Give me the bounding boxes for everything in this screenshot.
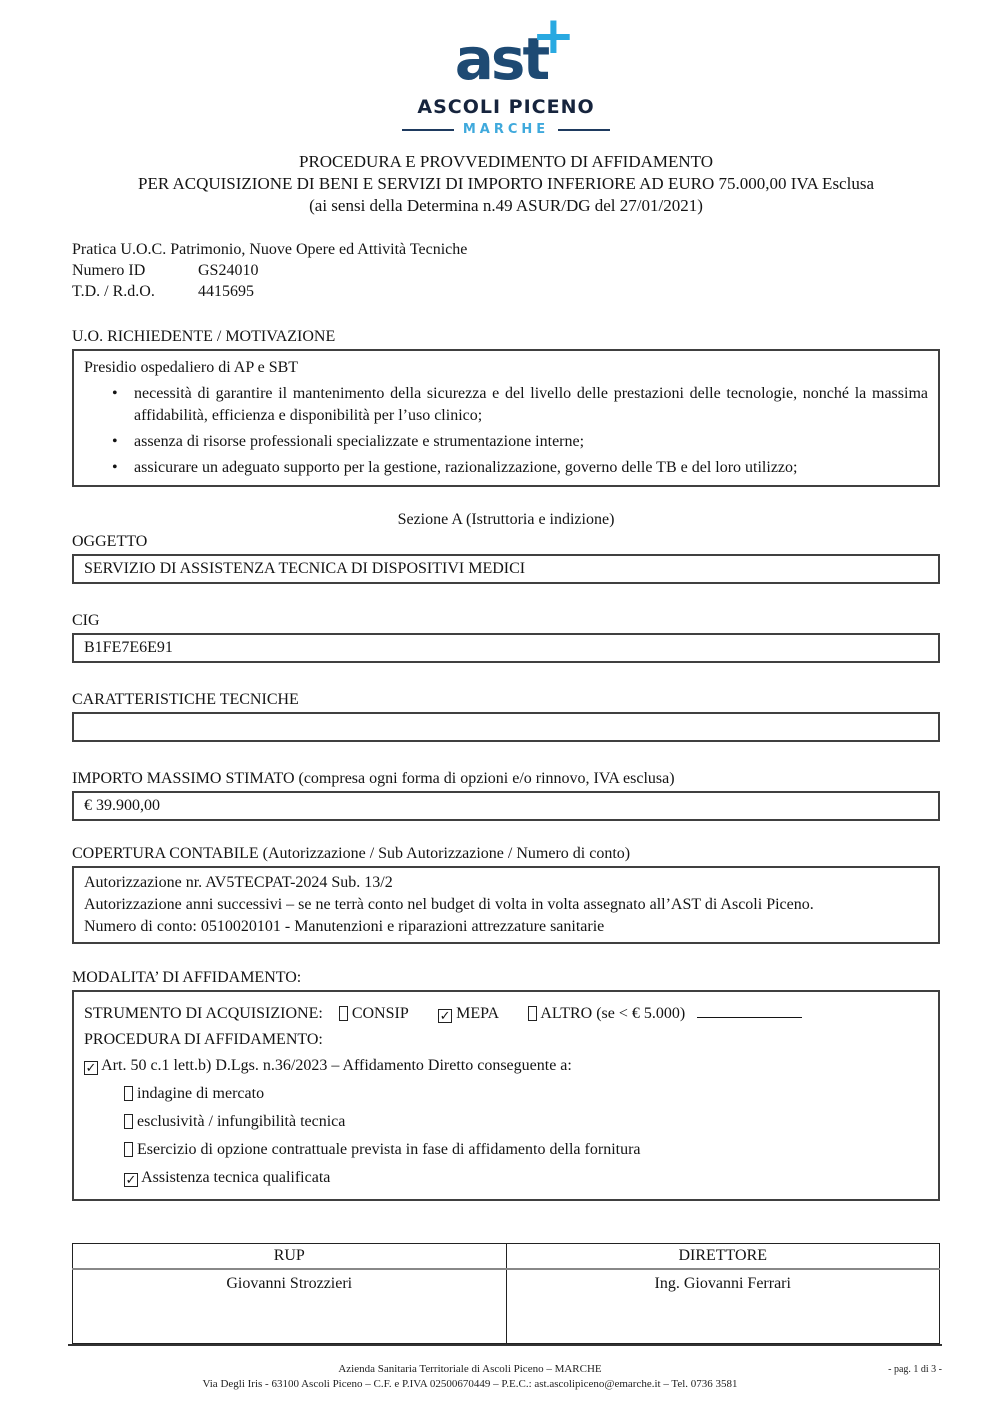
sezione-a-heading: Sezione A (Istruttoria e indizione) — [397, 511, 615, 528]
checkbox-esclusivita-icon — [124, 1114, 133, 1129]
pratica-info — [72, 239, 940, 302]
pratica-line: Pratica U.O.C. Patrimonio, Nuove Opere ed Attività Tecniche — [72, 241, 468, 258]
checkbox-art50-checked-icon: ✓ — [85, 1061, 97, 1076]
sub-option-esclusivita — [124, 1109, 928, 1134]
checkbox-esercizio-icon — [124, 1142, 133, 1157]
logo-org-name: ASCOLI PICENO — [417, 96, 595, 118]
checkbox-altro-icon — [528, 1006, 537, 1021]
signatures-name-row — [73, 1269, 940, 1343]
signatures-table — [72, 1243, 940, 1344]
page-number: - pag. 1 di 3 - — [888, 1364, 942, 1375]
sub-option-assistenza-label: Assistenza tecnica qualificata — [141, 1169, 331, 1186]
caratteristiche-box — [72, 712, 940, 742]
option-consip — [339, 1005, 412, 1022]
document-title — [72, 151, 940, 217]
copertura-line-1: Autorizzazione nr. AV5TECPAT-2024 Sub. 13/2 — [84, 874, 393, 891]
td-rdo-value: 4415695 — [198, 283, 254, 300]
checkbox-assistenza-checked-icon: ✓ — [125, 1173, 137, 1188]
copertura-box — [72, 866, 940, 944]
sub-option-indagine — [124, 1081, 928, 1106]
numero-id-row — [72, 260, 940, 281]
procedura-label: PROCEDURA DI AFFIDAMENTO: — [84, 1031, 323, 1048]
logo-region-row — [72, 122, 940, 137]
ast-logo-wordmark — [454, 6, 576, 93]
sub-option-esercizio-label: Esercizio di opzione contrattuale prevista in fase di affidamento della fornitura — [137, 1141, 641, 1158]
affidamento-sub-options — [124, 1081, 928, 1190]
td-rdo-label: T.D. / R.d.O. — [72, 283, 155, 300]
importo-box: € 39.900,00 — [72, 791, 940, 821]
footer-address-line: Via Degli Iris - 63100 Ascoli Piceno – C.F. e P.IVA 02500670449 – P.E.C.: ast.ascolipiceno@emarche.it – Tel. 0736 3581 — [202, 1378, 738, 1390]
option-consip-label: CONSIP — [351, 1005, 409, 1022]
sub-option-indagine-label: indagine di mercato — [137, 1085, 265, 1102]
signatures-header-row — [73, 1244, 940, 1270]
direttore-name: Ing. Giovanni Ferrari — [506, 1269, 940, 1343]
richiedente-heading: U.O. RICHIEDENTE / MOTIVAZIONE — [72, 328, 336, 345]
numero-id-label: Numero ID — [72, 262, 146, 279]
sub-option-esercizio — [124, 1137, 928, 1162]
altro-blank-line — [697, 1004, 802, 1018]
modalita-heading: MODALITA’ DI AFFIDAMENTO: — [72, 969, 302, 986]
sub-option-esclusivita-label: esclusività / infungibilità tecnica — [137, 1113, 346, 1130]
modalita-box — [72, 990, 940, 1201]
numero-id-value: GS24010 — [198, 262, 259, 279]
richiedente-bullet-2: • assenza di risorse professionali specializzate e strumentazione interne; — [84, 431, 928, 453]
option-mepa-label: MEPA — [456, 1005, 499, 1022]
copertura-line-3: Numero di conto: 0510020101 - Manutenzioni e riparazioni attrezzature sanitarie — [84, 918, 605, 935]
cig-box: B1FE7E6E91 — [72, 633, 940, 663]
oggetto-label: OGGETTO — [72, 533, 148, 550]
ast-logo-text: ast — [454, 25, 548, 93]
logo-rule-right — [558, 129, 610, 131]
copertura-label: COPERTURA CONTABILE (Autorizzazione / Sub Autorizzazione / Numero di conto) — [72, 845, 631, 862]
option-altro-label: ALTRO (se < € 5.000) — [540, 1005, 686, 1022]
logo-rule-left — [402, 129, 454, 131]
richiedente-box — [72, 349, 940, 487]
option-mepa — [438, 1005, 502, 1022]
td-rdo-row — [72, 281, 940, 302]
plus-icon: + — [531, 6, 576, 66]
footer-org-line: Azienda Sanitaria Territoriale di Ascoli Piceno – MARCHE — [338, 1363, 602, 1375]
logo-region-label: MARCHE — [462, 122, 550, 137]
strumento-row — [84, 1001, 928, 1026]
art50-row — [84, 1053, 928, 1078]
checkbox-consip-icon — [339, 1006, 348, 1021]
direttore-header: DIRETTORE — [506, 1244, 940, 1270]
importo-label: IMPORTO MASSIMO STIMATO (compresa ogni forma di opzioni e/o rinnovo, IVA esclusa) — [72, 770, 675, 787]
title-line-2: PER ACQUISIZIONE DI BENI E SERVIZI DI IMPORTO INFERIORE AD EURO 75.000,00 IVA Esclusa — [137, 174, 874, 193]
page-footer — [68, 1344, 942, 1392]
rup-header: RUP — [73, 1244, 507, 1270]
title-line-3: (ai sensi della Determina n.49 ASUR/DG del 27/01/2021) — [309, 196, 703, 215]
art50-label: Art. 50 c.1 lett.b) D.Lgs. n.36/2023 – Affidamento Diretto conseguente a: — [101, 1057, 572, 1074]
oggetto-box: SERVIZIO DI ASSISTENZA TECNICA DI DISPOSITIVI MEDICI — [72, 554, 940, 584]
checkbox-mepa-checked-icon: ✓ — [439, 1009, 451, 1024]
title-line-1: PROCEDURA E PROVVEDIMENTO DI AFFIDAMENTO — [298, 152, 714, 171]
richiedente-bullet-3: • assicurare un adeguato supporto per la gestione, razionalizzazione, governo delle TB e del loro utilizzo; — [84, 457, 928, 479]
sub-option-assistenza — [124, 1165, 928, 1190]
strumento-label: STRUMENTO DI ACQUISIZIONE: — [84, 1005, 323, 1022]
rup-name: Giovanni Strozzieri — [73, 1269, 507, 1343]
footer-rule — [68, 1344, 942, 1346]
caratteristiche-label: CARATTERISTICHE TECNICHE — [72, 691, 299, 708]
copertura-line-2: Autorizzazione anni successivi – se ne terrà conto nel budget di volta in volta assegnato all’AST di Ascoli Piceno. — [84, 896, 814, 913]
ast-logo — [72, 6, 940, 137]
cig-label: CIG — [72, 612, 100, 629]
checkbox-indagine-icon — [124, 1086, 133, 1101]
option-altro — [528, 1005, 802, 1022]
richiedente-bullet-1: • necessità di garantire il mantenimento della sicurezza e del livello delle prestazioni delle tecnologie, nonché la massima affidabilità, efficienza e disponibilità per l’uso clinico; — [84, 383, 928, 427]
richiedente-intro: Presidio ospedaliero di AP e SBT — [84, 359, 299, 376]
